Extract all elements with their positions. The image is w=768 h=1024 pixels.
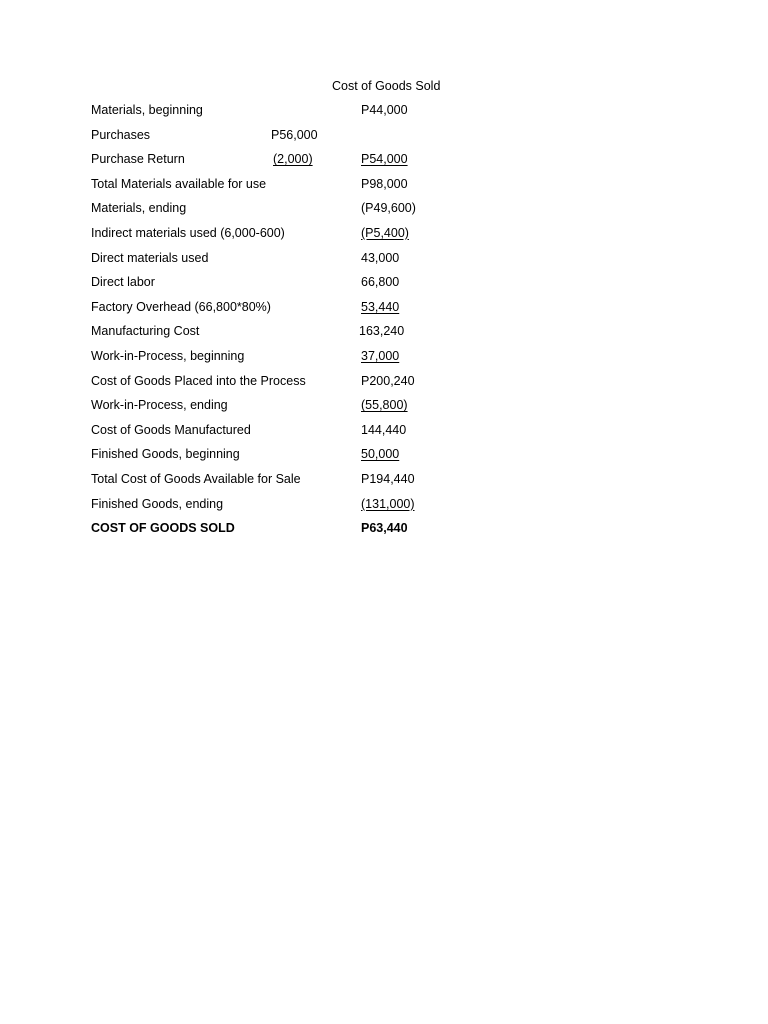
row-label: Indirect materials used (6,000-600) bbox=[91, 225, 285, 240]
row-amount: (131,000) bbox=[361, 496, 415, 511]
row-amount: 53,440 bbox=[361, 299, 400, 314]
row-subamount: (2,000) bbox=[273, 152, 313, 167]
row-amount: P98,000 bbox=[361, 176, 408, 191]
row-finished-goods-beginning bbox=[0, 446, 768, 471]
row-direct-materials bbox=[0, 250, 768, 275]
row-factory-overhead bbox=[0, 299, 768, 324]
row-amount: 43,000 bbox=[361, 250, 400, 265]
row-label: Work-in-Process, ending bbox=[91, 398, 228, 413]
row-indirect-materials bbox=[0, 225, 768, 250]
row-amount: (55,800) bbox=[361, 398, 408, 413]
row-amount: 37,000 bbox=[361, 348, 400, 363]
row-wip-ending bbox=[0, 397, 768, 422]
row-label: Finished Goods, ending bbox=[91, 496, 224, 511]
row-cost-of-goods-sold bbox=[0, 520, 768, 545]
row-amount: 50,000 bbox=[361, 447, 400, 462]
row-label: Materials, beginning bbox=[91, 103, 203, 117]
row-goods-placed-into-process bbox=[0, 373, 768, 398]
row-amount: (P5,400) bbox=[361, 225, 409, 240]
row-purchase-return bbox=[0, 151, 768, 176]
row-label: Total Materials available for use bbox=[91, 176, 267, 191]
row-amount: 163,240 bbox=[359, 324, 405, 339]
row-amount: P200,240 bbox=[361, 373, 415, 388]
row-wip-beginning bbox=[0, 348, 768, 373]
row-label: Total Cost of Goods Available for Sale bbox=[91, 471, 301, 486]
row-goods-manufactured bbox=[0, 422, 768, 447]
row-materials-beginning bbox=[0, 102, 768, 127]
row-label: Factory Overhead (66,800*80%) bbox=[91, 299, 271, 314]
row-manufacturing-cost bbox=[0, 323, 768, 348]
row-label: Cost of Goods Manufactured bbox=[91, 422, 251, 437]
row-label: Cost of Goods Placed into the Process bbox=[91, 373, 306, 388]
row-label: Manufacturing Cost bbox=[91, 324, 200, 339]
row-total-materials bbox=[0, 176, 768, 201]
row-label: Purchases bbox=[91, 127, 151, 142]
row-label: Materials, ending bbox=[91, 201, 187, 216]
row-label: Purchase Return bbox=[91, 152, 185, 167]
row-amount: P44,000 bbox=[361, 103, 408, 117]
row-amount: 144,440 bbox=[361, 422, 407, 437]
row-goods-available-for-sale bbox=[0, 471, 768, 496]
row-label: COST OF GOODS SOLD bbox=[91, 521, 235, 536]
row-label: Direct labor bbox=[91, 275, 155, 290]
row-purchases bbox=[0, 127, 768, 152]
row-subamount: P56,000 bbox=[271, 127, 318, 142]
row-direct-labor bbox=[0, 274, 768, 299]
row-amount: 66,800 bbox=[361, 275, 400, 290]
row-amount: P54,000 bbox=[361, 152, 408, 167]
document-title: Cost of Goods Sold bbox=[332, 79, 441, 93]
row-label: Finished Goods, beginning bbox=[91, 447, 240, 462]
row-amount: P194,440 bbox=[361, 471, 415, 486]
row-label: Direct materials used bbox=[91, 250, 209, 265]
row-materials-ending bbox=[0, 200, 768, 225]
row-finished-goods-ending bbox=[0, 496, 768, 521]
row-amount: (P49,600) bbox=[361, 201, 416, 216]
cost-schedule bbox=[0, 102, 768, 545]
row-amount: P63,440 bbox=[361, 521, 408, 536]
row-label: Work-in-Process, beginning bbox=[91, 348, 245, 363]
